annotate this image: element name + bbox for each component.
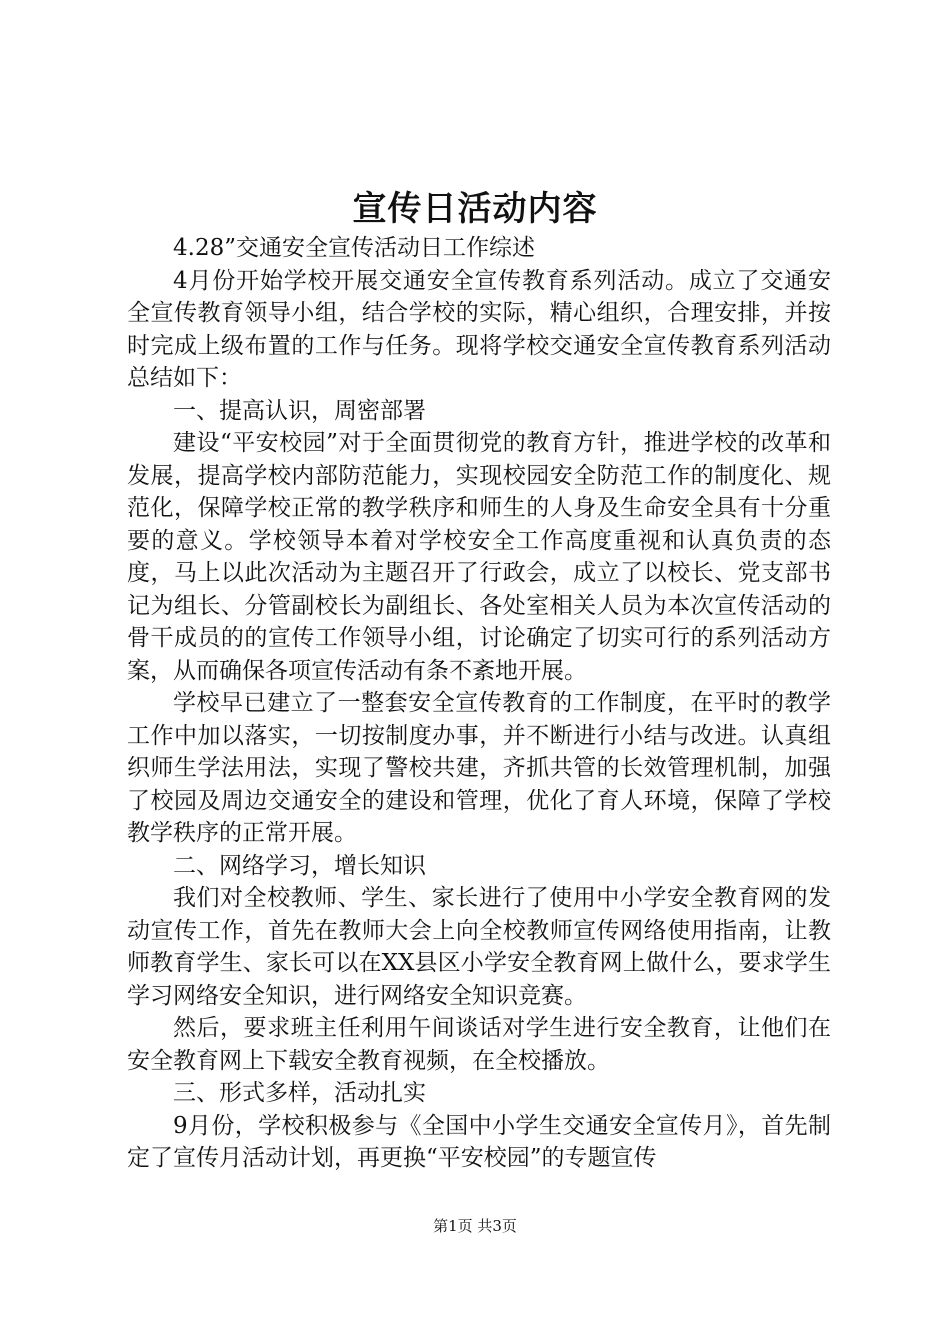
paragraph-subtitle: 4.28”交通安全宣传活动日工作综述 [173,235,535,261]
section-heading: 一、提高认识，周密部署 [173,397,426,424]
paragraph: 学校早已建立了一整套安全宣传教育的工作制度，在平时的教学工作中加以落实，一切按制度办事，并不断进行小结与改进。认真组织师生学法用法，实现了警校共建，齐抓共管的长效管理机制，加强了校园及周边交通安全的建设和管理，优化了育人环境，保障了学校教学秩序的正常开展。 [127,690,831,846]
paragraph: 我们对全校教师、学生、家长进行了使用中小学安全教育网的发动宣传工作，首先在教师大会上向全校教师宣传网络使用指南，让教师教育学生、家长可以在XX县区小学安全教育网上做什么，要求学生学习网络安全知识，进行网络安全知识竞赛。 [127,885,831,1009]
paragraph: 然后，要求班主任利用午间谈话对学生进行安全教育，让他们在安全教育网上下载安全教育视频，在全校播放。 [127,1015,831,1074]
paragraph: 建设“平安校园”对于全面贯彻党的教育方针，推进学校的改革和发展，提高学校内部防范能力，实现校园安全防范工作的制度化、规范化，保障学校正常的教学秩序和师生的人身及生命安全具有十分重要的意义。学校领导本着对学校安全工作高度重视和认真负责的态度，马上以此次活动为主题召开了行政会，成立了以校长、党支部书记为组长、分管副校长为副组长、各处室相关人员为本次宣传活动的骨干成员的的宣传工作领导小组，讨论确定了切实可行的系列活动方案，从而确保各项宣传活动有条不紊地开展。 [127,430,831,684]
paragraph: 9月份，学校积极参与《全国中小学生交通安全宣传月》，首先制定了宣传月活动计划，再更换“平安校园”的专题宣传 [127,1112,831,1171]
section-heading: 二、网络学习，增长知识 [173,852,426,879]
page-number-footer: 第1页 共3页 [433,1217,517,1235]
document-body [127,232,831,1175]
paragraph: 4月份开始学校开展交通安全宣传教育系列活动。成立了交通安全宣传教育领导小组，结合学校的实际，精心组织，合理安排，并按时完成上级布置的工作与任务。现将学校交通安全宣传教育系列活动总结如下： [127,267,831,391]
document-title: 宣传日活动内容 [352,189,598,229]
section-heading: 三、形式多样，活动扎实 [173,1080,426,1106]
